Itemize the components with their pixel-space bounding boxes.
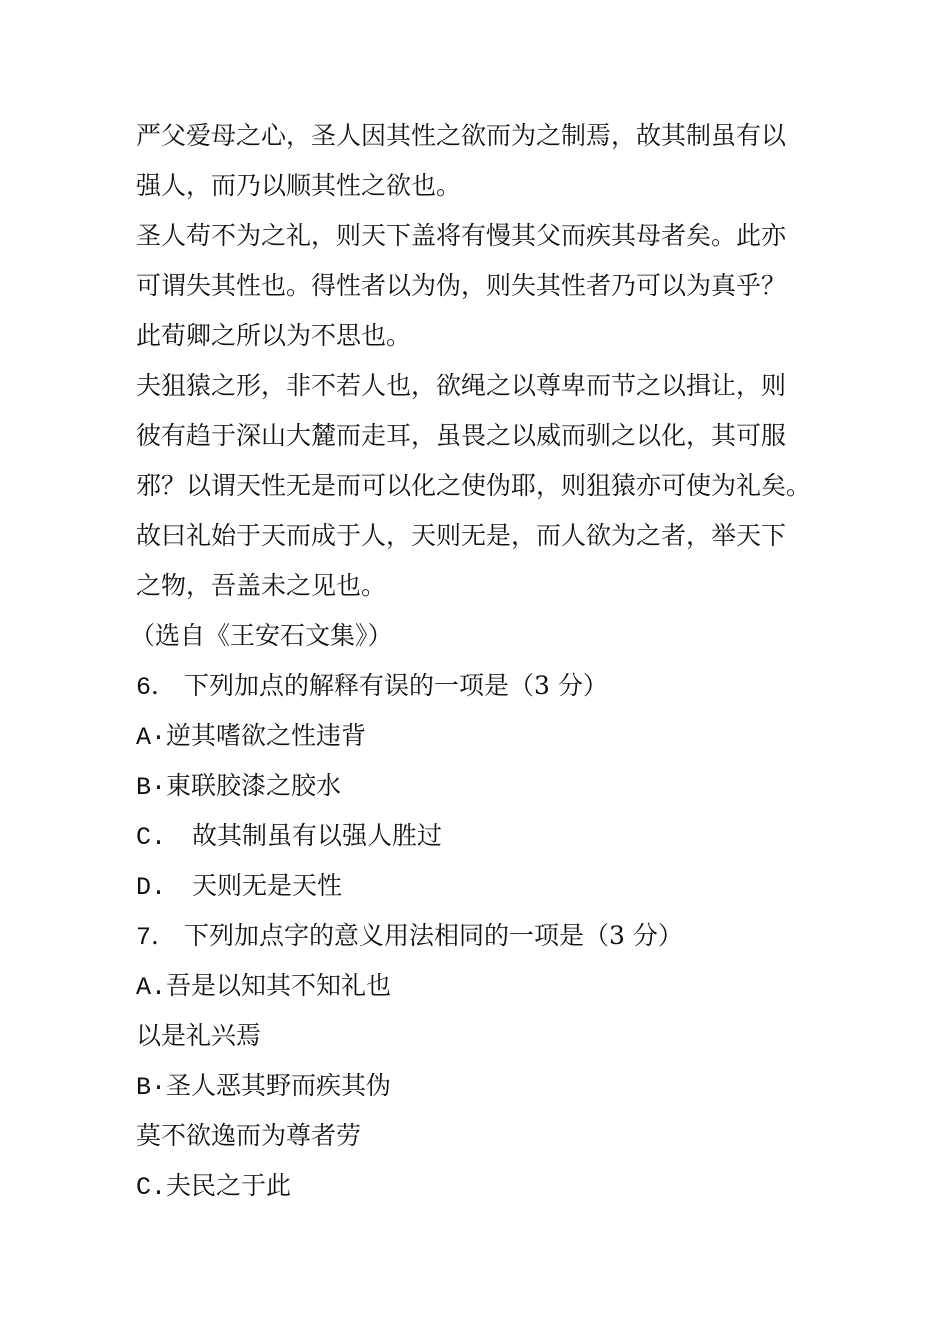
option-label: C.: [136, 823, 167, 852]
passage-line: 彼有趋于深山大麓而走耳，虽畏之以威而驯之以化，其可服: [136, 421, 787, 450]
option-text: 東联胶漆之胶水: [166, 771, 342, 800]
question-7-option-c: [136, 1163, 836, 1213]
question-7-option-a-second: 以是礼兴焉: [136, 1021, 262, 1050]
option-label: B·: [136, 1073, 167, 1102]
option-label: A·: [136, 723, 167, 752]
passage-line: 故曰礼始于天而成于人，天则无是，而人欲为之者，举天下: [136, 521, 787, 550]
question-7-stem: [136, 913, 836, 963]
option-text: 夫民之于此: [166, 1171, 292, 1200]
option-label: C.: [136, 1173, 167, 1202]
question-text: 下列加点的解释有误的一项是（3 分）: [184, 671, 608, 700]
option-text: 逆其嗜欲之性违背: [166, 721, 367, 750]
passage-line: 强人，而乃以顺其性之欲也。: [136, 171, 462, 200]
option-label: A.: [136, 973, 167, 1002]
passage-line: 夫狙猿之形，非不若人也，欲绳之以尊卑而节之以揖让，则: [136, 371, 787, 400]
question-text: 下列加点字的意义用法相同的一项是（3 分）: [184, 921, 683, 950]
passage-line: 之物，吾盖未之见也。: [136, 571, 387, 600]
passage-line: 严父爱母之心，圣人因其性之欲而为之制焉，故其制虽有以: [136, 121, 787, 150]
option-label: D.: [136, 873, 167, 902]
question-7-option-a: [136, 963, 836, 1013]
document-page: [130, 113, 836, 1213]
question-7-option-b-second: 莫不欲逸而为尊者劳: [136, 1121, 362, 1150]
passage-line: 邪？以谓天性无是而可以化之使伪耶，则狙猿亦可使为礼矣。: [136, 471, 812, 500]
option-text: 吾是以知其不知礼也: [166, 971, 392, 1000]
question-6-stem: [136, 663, 836, 713]
passage-source: （选自《王安石文集》）: [130, 621, 393, 650]
passage-line: 圣人苟不为之礼，则天下盖将有慢其父而疾其母者矣。此亦: [136, 221, 787, 250]
question-6-option-c: [136, 813, 836, 863]
passage-line: 此荀卿之所以为不思也。: [136, 321, 412, 350]
passage-line: 可谓失其性也。得性者以为伪，则失其性者乃可以为真乎？: [136, 271, 787, 300]
question-number: 6．: [136, 673, 177, 702]
question-6-option-b: [136, 763, 836, 813]
option-text: 圣人恶其野而疾其伪: [166, 1071, 392, 1100]
question-6-option-a: [136, 713, 836, 763]
option-label: B·: [136, 773, 167, 802]
question-7-option-b: [136, 1063, 836, 1113]
question-number: 7．: [136, 923, 177, 952]
question-6-option-d: [136, 863, 836, 913]
option-text: 天则无是天性: [192, 871, 343, 900]
option-text: 故其制虽有以强人胜过: [192, 821, 443, 850]
